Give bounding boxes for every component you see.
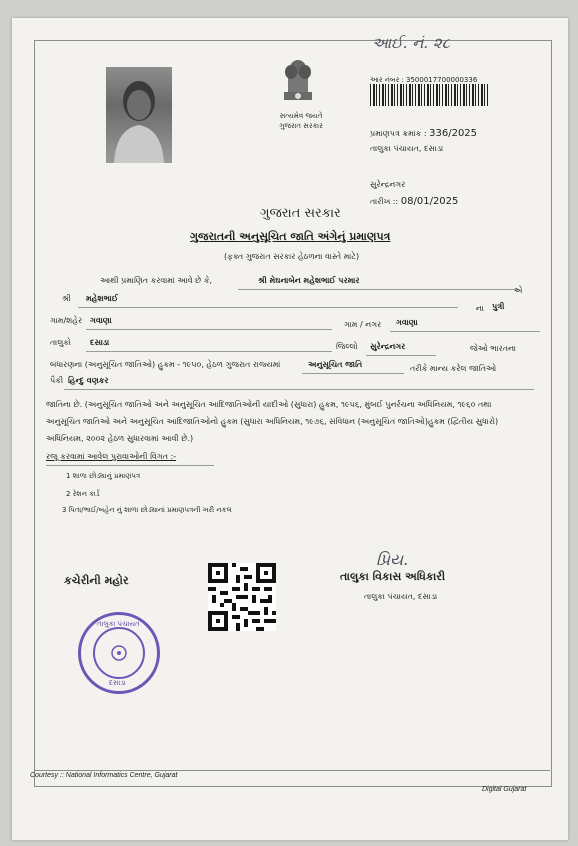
district: સુરેન્દ્રનગર [370,342,406,351]
shri-label: શ્રી [62,294,71,303]
applicant-photo [106,67,172,163]
village-left-line [86,329,332,330]
village-label-right: ગામ / નગર [344,320,382,329]
applicant-name: શ્રી મેઘનાબેન મહેશભાઈ પરમાર [258,276,360,285]
certificate-title: ગુજરાતની અનુસૂચિત જાતિ અંગેનું પ્રમાણપત્ર [190,230,391,243]
doc-item: 3 પિતા/ભાઈ/બહેન નું શાળા છોડ્યાનાં પ્રમાણપત્રની ખરી નકલ [62,506,232,514]
office-top: તાલુકા પંચાયત, દસાડા [370,144,444,153]
footer-divider [34,770,550,771]
taluka: દસાડા [90,338,110,347]
qr-code [208,563,276,631]
cert-no: 336/2025 [429,128,478,139]
district-label: જિલ્લો [336,342,358,351]
village-right: ગવાણા [396,318,418,327]
stamp-label: કચેરીની મહોર [64,574,129,587]
gov-heading: ગુજરાત સરકાર [260,206,341,221]
cert-no-label: પ્રમાણપત્ર ક્રમાંક : [370,129,427,138]
village-label-left: ગામ/શહેર [50,316,83,325]
taluka-line [86,351,332,352]
footer-digital-gujarat: Digital Gujarat [482,786,527,793]
barcode [370,84,490,106]
district-line [366,355,436,356]
doc-item: 1 શાળા છોડ્યાનું પ્રમાણપત્ર [66,472,141,480]
subcaste-label: પૈકી [50,376,64,385]
applicant-name-line [238,289,518,290]
seal-text-top: તાલુકા પંચાયત [97,620,140,628]
certificate-subtitle: (ફક્ત ગુજરાત સરકાર હેઠળના વાસ્તે માટે) [224,252,360,261]
district-suffix: જેઓ ભારતના [470,344,517,353]
caste-type: અનુસૂચિત જાતિ [308,360,363,369]
date-label: તારીખ :: [370,197,399,206]
father-name: મહેશભાઈ [86,294,119,303]
office-seal [78,612,160,694]
barcode-number: આર નંબર : 3500017700000336 [370,76,478,84]
village-left: ગવાણા [90,316,112,325]
para-line1-a: બંધારણના (અનુસૂચિત જાતિઓ) હુકમ - ૧૯૫૦, હેઠળ ગુજરાત રાજ્યમાં [50,360,281,369]
docs-heading: રજૂ કરવામાં આવેલ પુરાવાઓની વિગત :- [46,452,177,461]
emblem-motto: સત્યમેવ જયતે [279,112,323,120]
taluka-label: તાલુકો [50,338,71,347]
suffix-e: એ [514,286,523,295]
na-label: ના [476,304,484,313]
cert-no-row [370,128,477,139]
certify-prefix: આથી પ્રમાણિત કરવામાં આવે છે કે, [100,276,213,285]
seal-emblem-icon [110,644,128,662]
village-right-line [390,331,540,332]
legal-paragraph: જાતિના છે. (અનુસૂચિત જાતિઓ અને અનુસૂચિત આદિજાતિઓની યાદીઓ (સુધારા) હુકમ, ૧૯૫૬, મુંબઈ પુનર્રચના અધિનિયમ, ૧૯૬૦ તથા અનુસૂચિત જાતિઓ અને અનુસૂચિત આદિજાતિઓનો હુકમ (સુધારા અધિનિયમ, ૧૯૭૬, સંવિધાન (અનુસૂચિત જાતિઓ)હુકમ (દ્વિતીય સુધારો) અધિનિયમ, ૨૦૦૨ હેઠળ સુધારવામાં આવી છે.) [46,400,499,443]
relation: પુત્રી [492,302,505,311]
docs-heading-line [46,465,214,466]
father-name-line [78,307,458,308]
subcaste-line [64,389,534,390]
officer-signature: પ્રિય. [376,550,409,569]
subcaste: હિન્દુ વણકર [68,376,109,385]
caste-type-line [302,373,404,374]
emblem-caption: ગુજરાત સરકાર [279,122,323,130]
handwritten-reference: આઈ. નં. ૨૮ [372,34,450,52]
national-emblem-icon [276,58,320,108]
footer-courtesy: Courtesy :: National Informatics Centre, Gujarat [30,772,178,779]
date-row [370,196,458,207]
officer-office: તાલુકા પંચાયત, દસાડા [364,592,438,601]
date-value: 08/01/2025 [400,196,459,207]
district-top: સુરેન્દ્રનગર [370,180,406,189]
para-line1-b: તરીકે માન્ય કરેલ જાતિઓ [410,364,497,373]
seal-text-bottom: દસાડા [109,679,126,687]
officer-title: તાલુકા વિકાસ અધિકારી [340,570,446,583]
doc-item: 2 રેશન કાર્ડ [66,490,100,498]
